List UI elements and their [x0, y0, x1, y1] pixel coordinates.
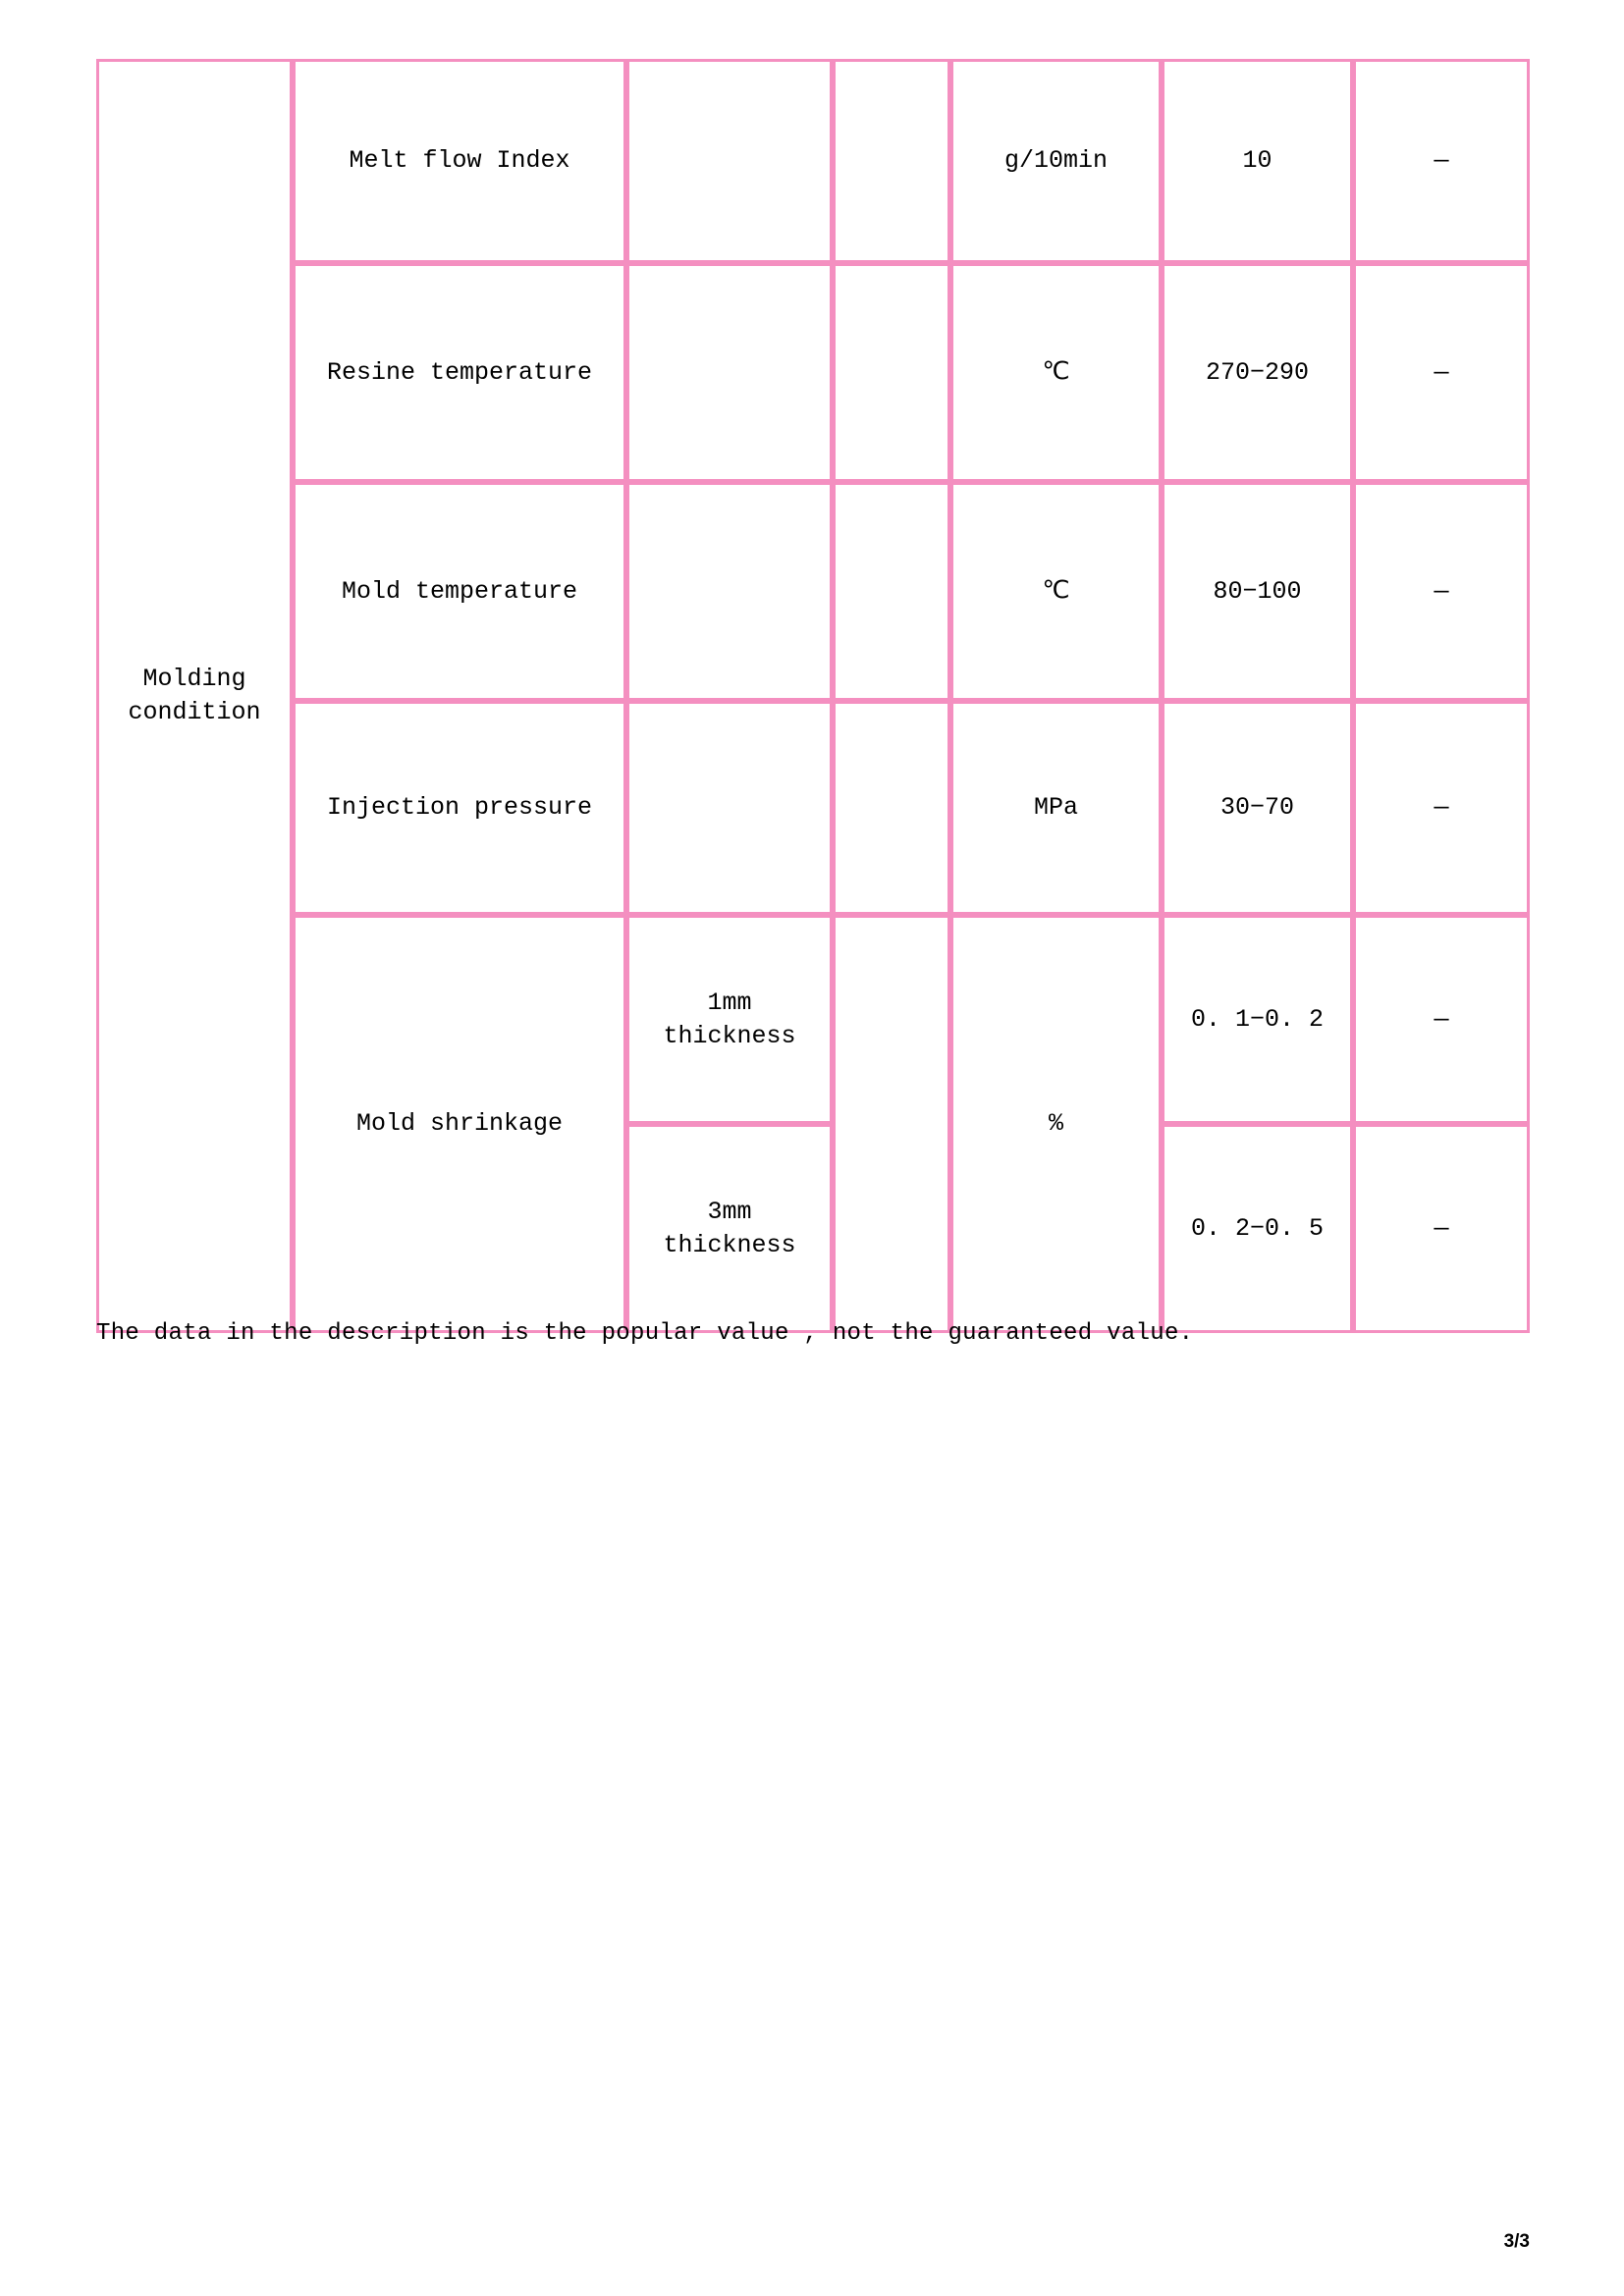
value-primary: 0. 2−0. 5	[1162, 1124, 1353, 1333]
property-name: Mold temperature	[293, 482, 626, 701]
table-row	[96, 482, 1530, 701]
value-primary: 270−290	[1162, 263, 1353, 482]
value-secondary: —	[1353, 482, 1530, 701]
property-name: Melt flow Index	[293, 59, 626, 263]
value-secondary: —	[1353, 1124, 1530, 1333]
value-primary: 0. 1−0. 2	[1162, 915, 1353, 1124]
test-method	[833, 701, 950, 915]
property-name: Resine temperature	[293, 263, 626, 482]
value-secondary: —	[1353, 59, 1530, 263]
value-secondary: —	[1353, 915, 1530, 1124]
table-row	[96, 915, 1530, 1124]
property-sub	[626, 482, 833, 701]
group-label-line2: condition	[128, 698, 261, 726]
value-primary: 30−70	[1162, 701, 1353, 915]
table-row	[96, 701, 1530, 915]
value-secondary: —	[1353, 263, 1530, 482]
row-group-label	[96, 59, 293, 1333]
test-method	[833, 59, 950, 263]
property-sub	[626, 263, 833, 482]
test-method	[833, 915, 950, 1333]
molding-condition-table	[96, 59, 1530, 1333]
property-sub-line1: 3mm	[707, 1197, 752, 1226]
page-number: 3/3	[1503, 2231, 1530, 2252]
property-sub	[626, 915, 833, 1124]
group-label-line1: Molding	[142, 665, 246, 694]
property-name: Injection pressure	[293, 701, 626, 915]
test-method	[833, 482, 950, 701]
unit: ℃	[950, 482, 1162, 701]
property-sub-line1: 1mm	[707, 988, 752, 1017]
unit: MPa	[950, 701, 1162, 915]
disclaimer-note: The data in the description is the popular value , not the guaranteed value.	[96, 1320, 1194, 1347]
table-row	[96, 59, 1530, 263]
property-name: Mold shrinkage	[293, 915, 626, 1333]
property-sub-line2: thickness	[663, 1021, 796, 1050]
unit: %	[950, 915, 1162, 1333]
property-sub	[626, 59, 833, 263]
value-secondary: —	[1353, 701, 1530, 915]
value-primary: 80−100	[1162, 482, 1353, 701]
value-primary: 10	[1162, 59, 1353, 263]
unit: ℃	[950, 263, 1162, 482]
property-sub	[626, 1124, 833, 1333]
test-method	[833, 263, 950, 482]
table-row	[96, 263, 1530, 482]
property-sub-line2: thickness	[663, 1230, 796, 1259]
unit: g/10min	[950, 59, 1162, 263]
property-sub	[626, 701, 833, 915]
